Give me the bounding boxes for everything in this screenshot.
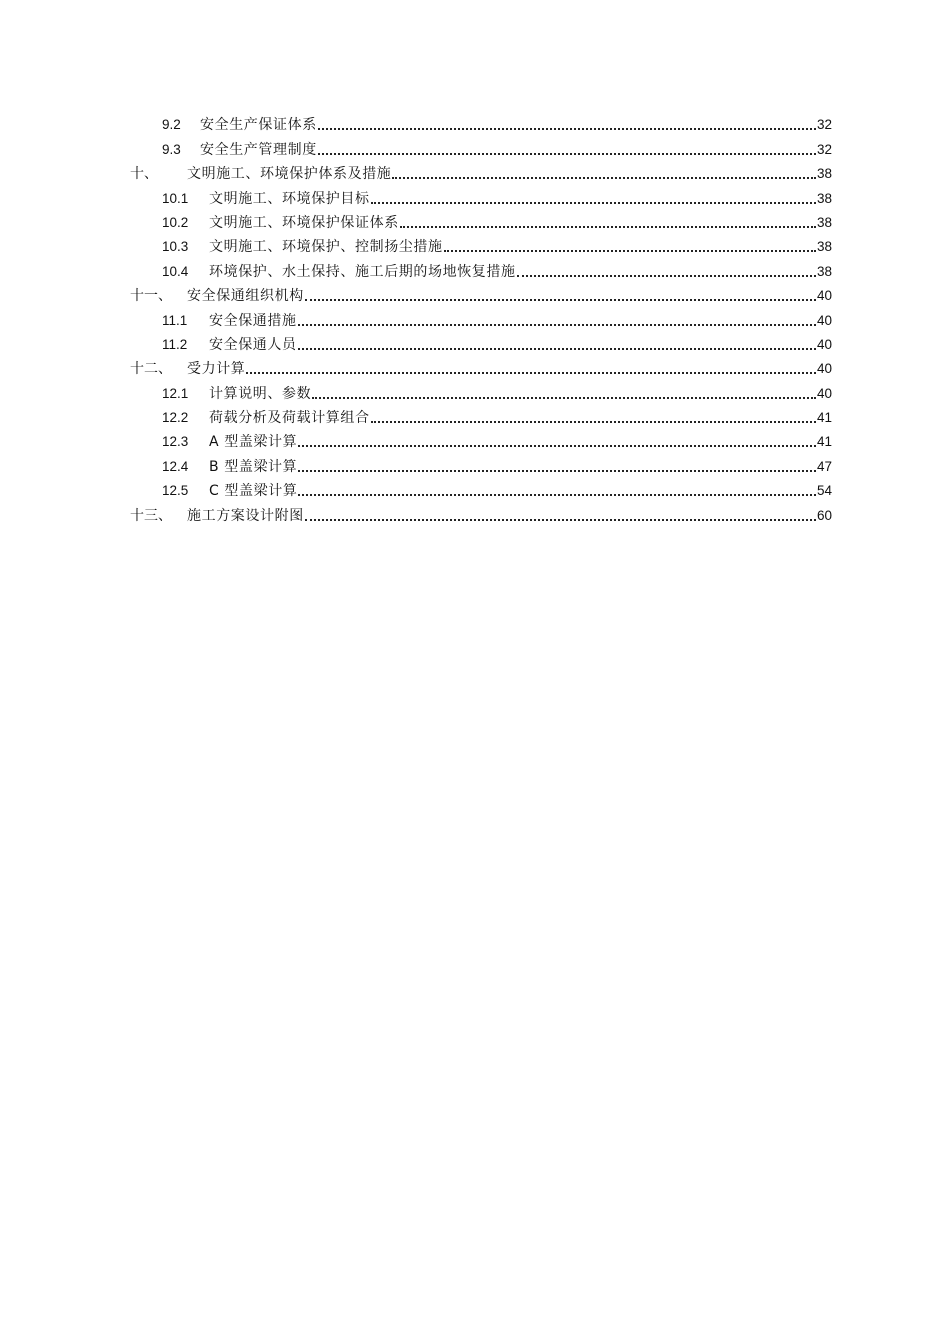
toc-entry-page: 32 [816, 141, 832, 157]
toc-entry-12-3[interactable] [130, 426, 832, 450]
toc-entry-10[interactable] [130, 158, 832, 182]
toc-entry-title: 安全保通措施 [209, 312, 297, 329]
dot-leader [312, 397, 816, 399]
toc-entry-page: 47 [816, 458, 832, 474]
toc-entry-number: 10.4 [162, 263, 189, 279]
toc-entry-page: 38 [816, 239, 832, 255]
toc-entry-9-2[interactable] [130, 109, 832, 133]
toc-entry-10-4[interactable] [130, 255, 832, 279]
toc-entry-page: 40 [816, 361, 832, 377]
toc-entry-10-1[interactable] [130, 182, 832, 206]
toc-entry-10-2[interactable] [130, 207, 832, 231]
toc-entry-number: 12.5 [162, 483, 189, 499]
toc-entry-9-3[interactable] [130, 133, 832, 157]
dot-leader [400, 226, 816, 228]
dot-leader [444, 250, 816, 252]
dot-leader [371, 202, 816, 204]
toc-entry-title: 施工方案设计附图 [187, 507, 304, 524]
dot-leader [305, 299, 816, 301]
toc-entry-title: 文明施工、环境保护目标 [209, 190, 370, 207]
toc-entry-12-4[interactable] [130, 450, 832, 474]
toc-entry-title: 文明施工、环境保护体系及措施 [187, 166, 392, 183]
toc-entry-12-2[interactable] [130, 402, 832, 426]
table-of-contents [130, 109, 832, 524]
toc-entry-11-2[interactable] [130, 329, 832, 353]
toc-entry-number: 10.1 [162, 190, 189, 206]
dot-leader [318, 128, 816, 130]
toc-entry-page: 38 [816, 190, 832, 206]
dot-leader [298, 445, 816, 447]
dot-leader [298, 494, 816, 496]
toc-entry-number: 十、 [130, 166, 158, 183]
toc-entry-page: 40 [816, 312, 832, 328]
toc-entry-12-5[interactable] [130, 475, 832, 499]
toc-entry-number: 12.1 [162, 385, 189, 401]
toc-entry-number: 10.2 [162, 214, 189, 230]
toc-entry-title: 安全保通组织机构 [187, 288, 304, 305]
toc-entry-number: 12.4 [162, 458, 189, 474]
toc-entry-number: 9.3 [162, 141, 181, 157]
toc-entry-title: 文明施工、环境保护、控制扬尘措施 [209, 239, 443, 256]
toc-entry-page: 40 [816, 288, 832, 304]
dot-leader [298, 348, 816, 350]
toc-entry-number: 十二、 [130, 361, 172, 378]
dot-leader [246, 372, 816, 374]
dot-leader [517, 275, 816, 277]
toc-entry-title: B 型盖梁计算 [209, 458, 298, 475]
toc-entry-title: 环境保护、水土保持、施工后期的场地恢复措施 [209, 263, 516, 280]
toc-entry-number: 12.2 [162, 410, 189, 426]
toc-entry-12-1[interactable] [130, 377, 832, 401]
toc-entry-title: 文明施工、环境保护保证体系 [209, 214, 399, 231]
toc-entry-page: 32 [816, 117, 832, 133]
toc-entry-number: 9.2 [162, 117, 181, 133]
toc-entry-page: 40 [816, 336, 832, 352]
toc-entry-title: 荷载分析及荷载计算组合 [209, 410, 370, 427]
toc-entry-page: 41 [816, 434, 832, 450]
toc-entry-number: 十三、 [130, 507, 172, 524]
toc-entry-title: 计算说明、参数 [209, 385, 312, 402]
dot-leader [305, 519, 816, 521]
toc-entry-number: 10.3 [162, 239, 189, 255]
toc-entry-10-3[interactable] [130, 231, 832, 255]
toc-entry-page: 38 [816, 263, 832, 279]
toc-entry-title: 安全保通人员 [209, 336, 297, 353]
toc-entry-number: 十一、 [130, 288, 172, 305]
toc-entry-11[interactable] [130, 280, 832, 304]
toc-entry-page: 38 [816, 214, 832, 230]
dot-leader [371, 421, 816, 423]
toc-entry-page: 40 [816, 385, 832, 401]
toc-entry-number: 12.3 [162, 434, 189, 450]
toc-entry-number: 11.2 [162, 336, 188, 352]
toc-entry-title: 受力计算 [187, 361, 246, 378]
toc-entry-page: 38 [816, 166, 832, 182]
dot-leader [392, 177, 816, 179]
toc-entry-title: 安全生产保证体系 [200, 117, 317, 134]
toc-entry-12[interactable] [130, 353, 832, 377]
toc-entry-number: 11.1 [162, 312, 188, 328]
toc-entry-title: 安全生产管理制度 [200, 141, 317, 158]
toc-entry-page: 41 [816, 410, 832, 426]
toc-entry-13[interactable] [130, 499, 832, 523]
toc-entry-page: 54 [816, 483, 832, 499]
toc-entry-title: C 型盖梁计算 [209, 483, 298, 500]
dot-leader [318, 153, 816, 155]
dot-leader [298, 324, 816, 326]
dot-leader [298, 470, 816, 472]
toc-entry-11-1[interactable] [130, 304, 832, 328]
toc-entry-title: A 型盖梁计算 [209, 434, 298, 451]
toc-entry-page: 60 [816, 507, 832, 523]
